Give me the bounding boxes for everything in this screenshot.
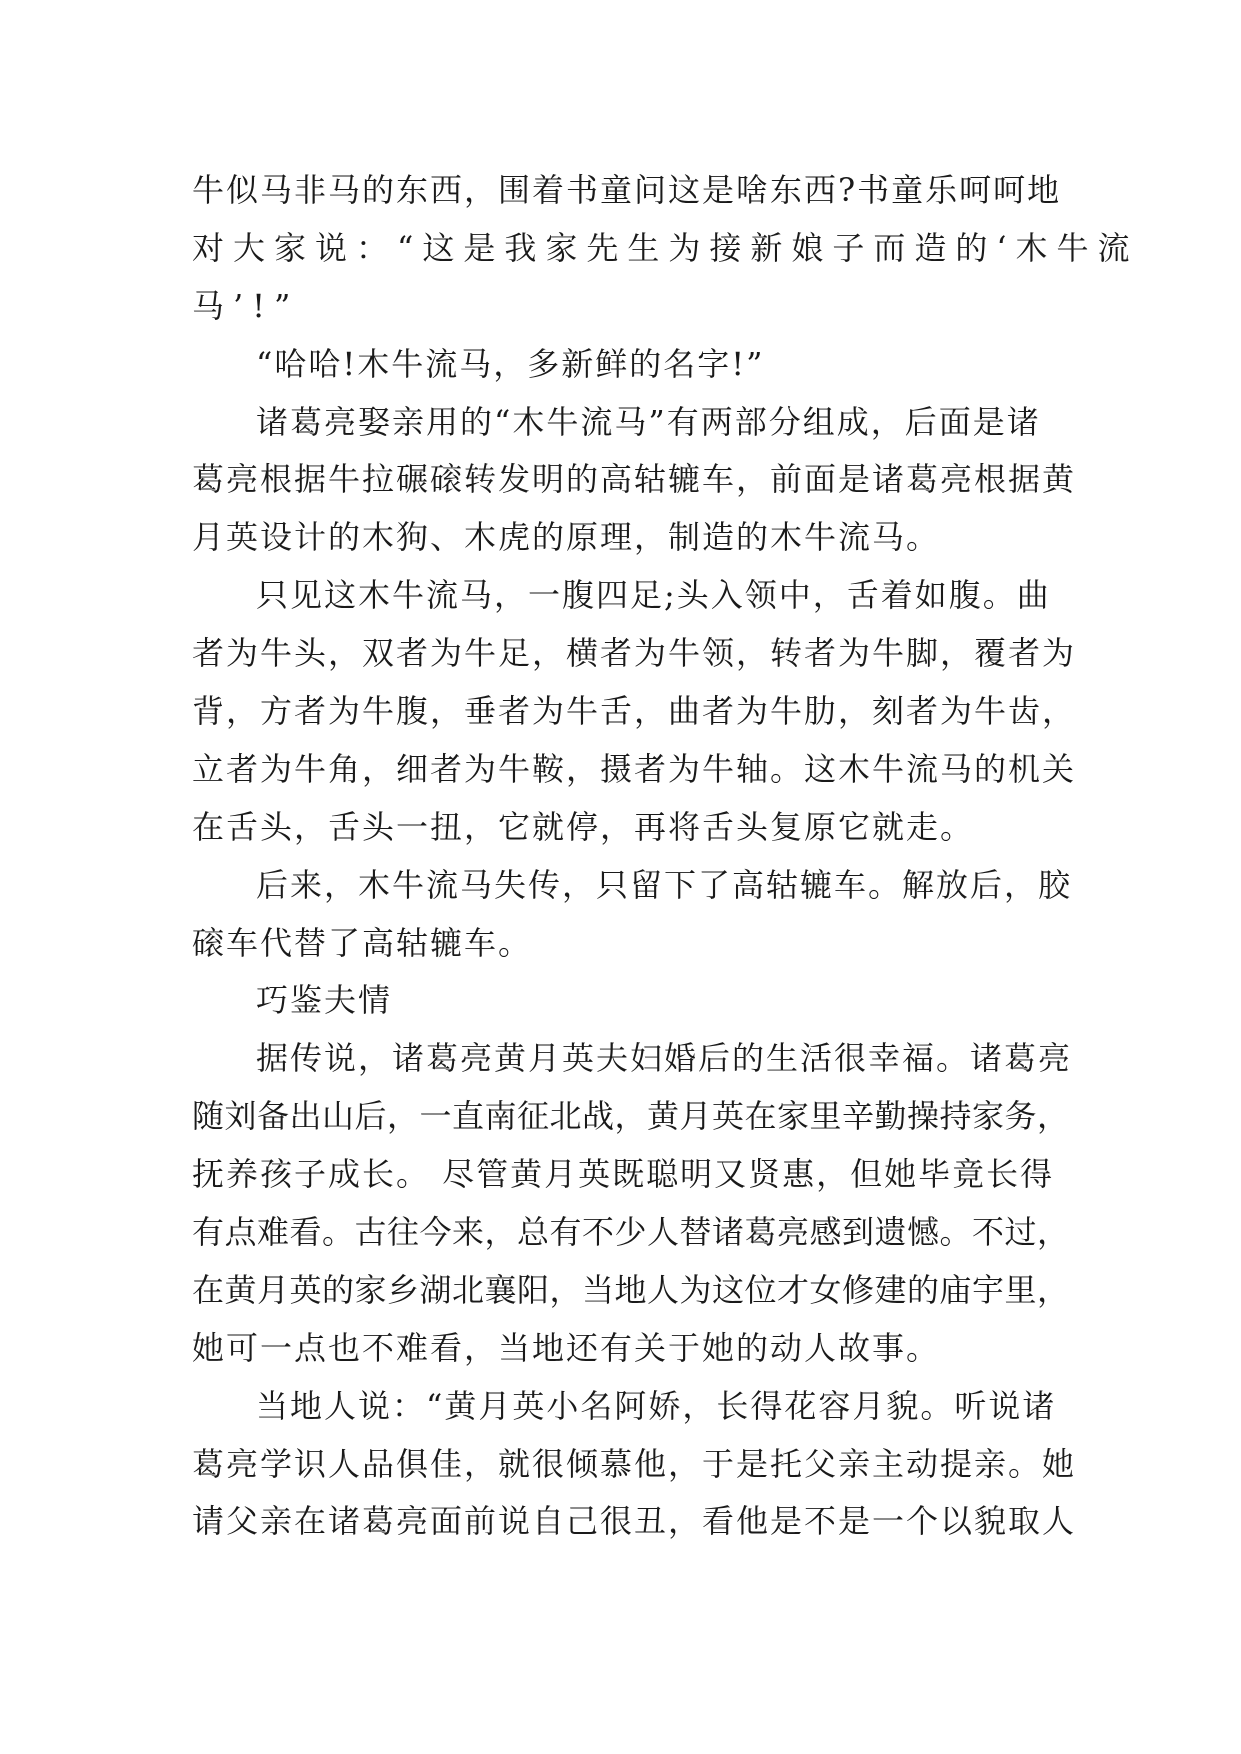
text-line: 背，方者为牛腹，垂者为牛舌，曲者为牛肋，刻者为牛齿， [192,692,1077,731]
text-line: 牛似马非马的东西，围着书童问这是啥东西?书童乐呵呵地 [192,171,1062,209]
text-line: 立者为牛角，细者为牛鞍，摄者为牛轴。这木牛流马的机关 [192,749,1077,788]
text-line: 请父亲在诸葛亮面前说自己很丑，看他是不是一个以貌取人 [192,1502,1077,1541]
section-heading: 巧鉴夫情 [256,981,393,1020]
text-line: 当地人说：“黄月英小名阿娇，长得花容月貌。听说诸 [256,1386,1057,1425]
text-line: 在黄月英的家乡湖北襄阳，当地人为这位才女修建的庙宇里， [192,1270,1070,1309]
text-line: 后来，木牛流马失传，只留下了高轱辘车。解放后，胶 [256,865,1073,904]
text-line: 月英设计的木狗、木虎的原理，制造的木牛流马。 [192,518,941,557]
document-page [192,162,1139,1551]
text-line: 随刘备出山后，一直南征北战，黄月英在家里辛勤操持家务， [192,1097,1070,1136]
text-line: 有点难看。古往今来，总有不少人替诸葛亮感到遗憾。不过， [192,1213,1070,1252]
text-line: 只见这木牛流马，一腹四足;头入领中，舌着如腹。曲 [256,576,1051,615]
text-line: 她可一点也不难看，当地还有关于她的动人故事。 [192,1328,941,1367]
text-line: 葛亮根据牛拉碾磙转发明的高轱辘车，前面是诸葛亮根据黄 [192,460,1077,499]
text-line: 在舌头，舌头一扭，它就停，再将舌头复原它就走。 [192,807,975,846]
text-line: “哈哈!木牛流马，多新鲜的名字!” [256,344,765,383]
text-line: 抚养孩子成长。 尽管黄月英既聪明又贤惠，但她毕竟长得 [192,1155,1055,1194]
text-line: 者为牛头，双者为牛足，横者为牛领，转者为牛脚，覆者为 [192,634,1077,673]
text-line: 诸葛亮娶亲用的“木牛流马”有两部分组成，后面是诸 [256,402,1041,441]
text-line: 葛亮学识人品俱佳，就很倾慕他，于是托父亲主动提亲。她 [192,1444,1077,1483]
text-line: 磙车代替了高轱辘车。 [192,923,533,962]
text-line: 马’!” [192,286,300,325]
text-line: 对大家说：“这是我家先生为接新娘子而造的‘木牛流 [192,228,1139,267]
text-line: 据传说，诸葛亮黄月英夫妇婚后的生活很幸福。诸葛亮 [256,1039,1073,1078]
